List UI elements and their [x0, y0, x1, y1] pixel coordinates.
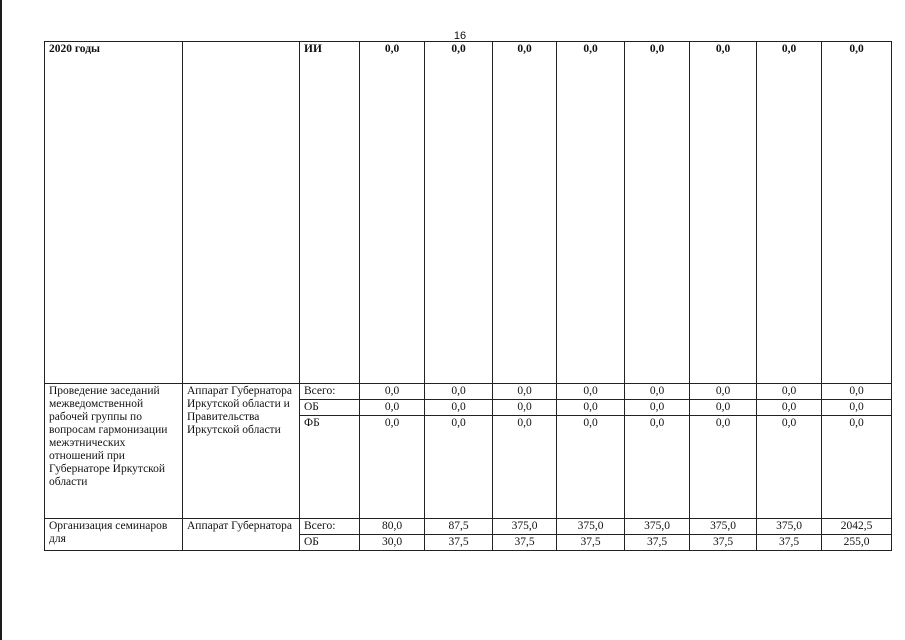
value-cell: 0,0 [557, 416, 625, 519]
value-cell: 0,0 [690, 416, 757, 519]
value-cell: 0,0 [822, 42, 892, 384]
activity-name: Проведение заседаний межведомственной рабочей группы по вопросам гармонизации межэтнических отношений при Губернаторе Иркутской области [45, 384, 183, 519]
value-cell: 375,0 [625, 519, 690, 535]
executor-name: Аппарат Губернатора Иркутской области и Правительства Иркутской области [183, 384, 300, 519]
value-cell: 2042,5 [822, 519, 892, 535]
value-cell: 0,0 [557, 400, 625, 416]
value-cell: 0,0 [493, 384, 557, 400]
executor-cell [183, 42, 300, 384]
source-cell: ИИ [300, 42, 360, 384]
activity-name: Организация семинаров для [45, 519, 183, 551]
value-cell: 375,0 [493, 519, 557, 535]
value-cell: 0,0 [757, 416, 822, 519]
scan-left-edge [0, 0, 2, 640]
source-cell: Всего: [300, 384, 360, 400]
value-cell: 0,0 [493, 416, 557, 519]
value-cell: 0,0 [360, 384, 425, 400]
executor-name: Аппарат Губернатора [183, 519, 300, 551]
value-cell: 37,5 [557, 535, 625, 551]
value-cell: 0,0 [557, 42, 625, 384]
value-cell: 375,0 [557, 519, 625, 535]
value-cell: 0,0 [757, 384, 822, 400]
table-row [45, 384, 892, 400]
value-cell: 87,5 [425, 519, 493, 535]
source-cell: ФБ [300, 416, 360, 519]
value-cell: 0,0 [360, 416, 425, 519]
value-cell: 0,0 [690, 384, 757, 400]
value-cell: 0,0 [425, 42, 493, 384]
value-cell: 0,0 [757, 42, 822, 384]
value-cell: 0,0 [493, 42, 557, 384]
value-cell: 80,0 [360, 519, 425, 535]
value-cell: 0,0 [425, 400, 493, 416]
value-cell: 0,0 [360, 42, 425, 384]
page-number: 16 [453, 30, 467, 42]
value-cell: 0,0 [557, 384, 625, 400]
source-cell: ОБ [300, 535, 360, 551]
value-cell: 0,0 [822, 400, 892, 416]
value-cell: 0,0 [493, 400, 557, 416]
value-cell: 0,0 [625, 416, 690, 519]
table-row [45, 42, 892, 384]
value-cell: 0,0 [625, 42, 690, 384]
source-cell: Всего: [300, 519, 360, 535]
value-cell: 375,0 [757, 519, 822, 535]
value-cell: 37,5 [757, 535, 822, 551]
value-cell: 0,0 [425, 416, 493, 519]
value-cell: 30,0 [360, 535, 425, 551]
value-cell: 0,0 [822, 384, 892, 400]
period-label: 2020 годы [45, 42, 183, 384]
source-cell: ОБ [300, 400, 360, 416]
value-cell: 255,0 [822, 535, 892, 551]
value-cell: 37,5 [625, 535, 690, 551]
value-cell: 0,0 [822, 416, 892, 519]
value-cell: 37,5 [493, 535, 557, 551]
value-cell: 37,5 [690, 535, 757, 551]
value-cell: 0,0 [757, 400, 822, 416]
value-cell: 0,0 [625, 400, 690, 416]
value-cell: 0,0 [360, 400, 425, 416]
budget-table [44, 41, 892, 551]
value-cell: 0,0 [625, 384, 690, 400]
table-row [45, 519, 892, 535]
value-cell: 375,0 [690, 519, 757, 535]
value-cell: 0,0 [690, 42, 757, 384]
value-cell: 37,5 [425, 535, 493, 551]
value-cell: 0,0 [690, 400, 757, 416]
value-cell: 0,0 [425, 384, 493, 400]
